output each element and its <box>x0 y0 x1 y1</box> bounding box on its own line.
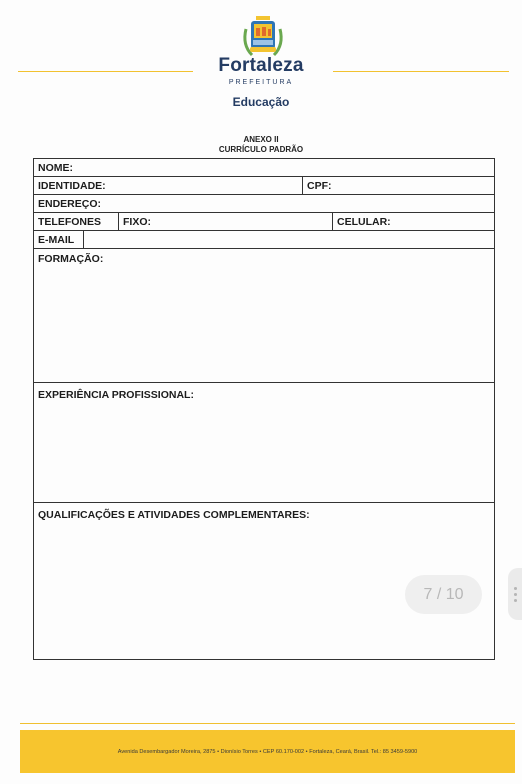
name-label: NOME: <box>38 162 73 174</box>
name-field[interactable] <box>34 159 494 176</box>
mobile-field[interactable] <box>332 213 494 230</box>
document-heading <box>0 135 522 155</box>
coat-of-arms-icon <box>238 15 288 59</box>
name-row <box>34 159 494 177</box>
landline-label: FIXO: <box>123 216 151 228</box>
annex-label: ANEXO II <box>243 135 279 144</box>
identity-label: IDENTIDADE: <box>38 180 106 192</box>
cpf-label: CPF: <box>307 180 332 192</box>
footer-address: Avenida Desembargador Moreira, 2875 • Dionísio Torres • CEP 60.170-002 • Fortaleza, Ceará, Brasil. Tel.: 85 3459-5900 <box>117 748 418 755</box>
experience-section[interactable] <box>34 383 494 503</box>
footer-bar <box>20 730 515 773</box>
address-row <box>34 195 494 213</box>
cpf-field[interactable] <box>302 177 494 194</box>
education-label: FORMAÇÃO: <box>38 253 104 265</box>
address-label: ENDEREÇO: <box>38 198 102 210</box>
qualifications-label: QUALIFICAÇÕES E ATIVIDADES COMPLEMENTARES: <box>38 509 310 521</box>
phones-row <box>34 213 494 231</box>
more-options-icon[interactable] <box>508 568 522 620</box>
identity-row <box>34 177 494 195</box>
mobile-label: CELULAR: <box>337 216 391 228</box>
email-cell <box>34 231 83 248</box>
identity-field[interactable] <box>34 177 302 194</box>
page-indicator: 7 / 10 <box>405 575 482 614</box>
department-name: Educação <box>232 95 290 109</box>
document-title: CURRÍCULO PADRÃO <box>218 145 304 154</box>
brand-name: Fortaleza <box>218 55 304 76</box>
phones-cell <box>34 213 118 230</box>
email-field[interactable] <box>83 231 494 248</box>
footer-divider <box>20 723 515 724</box>
email-row <box>34 231 494 249</box>
landline-field[interactable] <box>118 213 332 230</box>
email-label: E-MAIL <box>38 234 75 246</box>
experience-label: EXPERIÊNCIA PROFISSIONAL: <box>38 389 194 401</box>
phones-label: TELEFONES <box>38 216 102 228</box>
brand-subtitle: PREFEITURA <box>228 79 294 86</box>
address-field[interactable] <box>34 195 494 212</box>
education-section[interactable] <box>34 249 494 383</box>
